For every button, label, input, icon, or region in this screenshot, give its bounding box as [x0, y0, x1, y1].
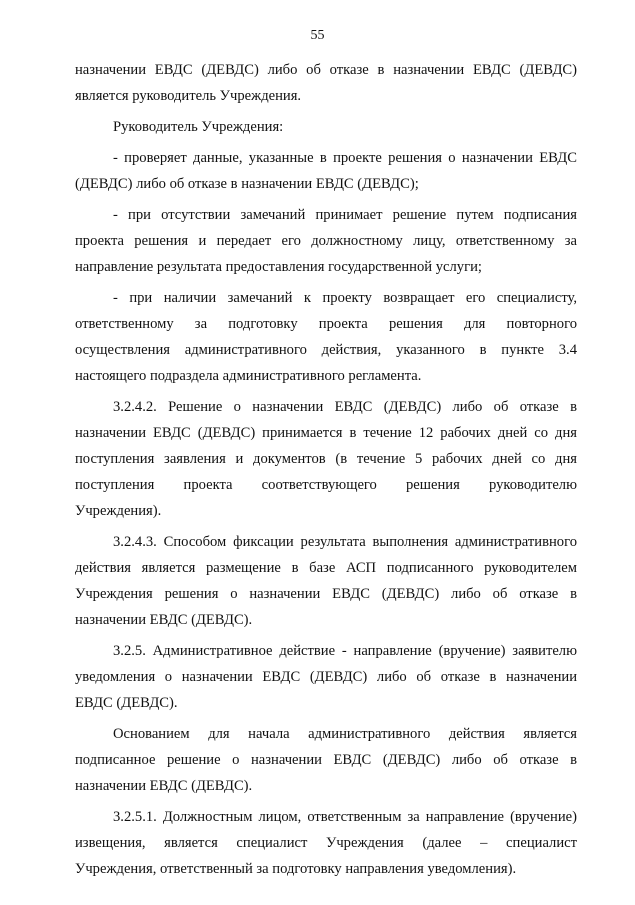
- text-line: является руководитель Учреждения.: [75, 88, 302, 104]
- text-line: 3.2.5. Административное действие - направление (вручение) заявителю: [113, 643, 577, 659]
- text-line: назначении ЕВДС (ДЕВДС) либо об отказе в назначении ЕВДС (ДЕВДС): [75, 62, 577, 78]
- paragraph: [75, 804, 577, 882]
- text-line: ответственному за подготовку проекта решения для повторного: [75, 316, 577, 332]
- paragraph: [75, 529, 577, 633]
- text-line: ЕВДС (ДЕВДС).: [75, 695, 178, 711]
- paragraph: [75, 721, 577, 799]
- paragraph: [75, 638, 577, 716]
- page-number: 55: [310, 28, 325, 43]
- document-body: [75, 57, 577, 882]
- text-line: Учреждения, ответственный за подготовку направления уведомления).: [75, 861, 517, 877]
- text-line: поступления проекта соответствующего решения руководителю: [75, 477, 577, 493]
- text-line: (ДЕВДС) либо об отказе в назначении ЕВДС (ДЕВДС);: [75, 176, 419, 192]
- text-line: проекта решения и передает его должностному лицу, ответственному за: [75, 233, 577, 249]
- text-line: Учреждения решения о назначении ЕВДС (ДЕВДС) либо об отказе в: [75, 586, 577, 602]
- text-line: - при отсутствии замечаний принимает решение путем подписания: [113, 207, 577, 223]
- text-line: - при наличии замечаний к проекту возвращает его специалисту,: [113, 290, 577, 306]
- paragraph: [75, 57, 577, 109]
- text-line: 3.2.5.1. Должностным лицом, ответственным за направление (вручение): [113, 809, 577, 825]
- text-line: Руководитель Учреждения:: [113, 119, 284, 135]
- paragraph: [75, 285, 577, 389]
- text-line: действия является размещение в базе АСП подписанного руководителем: [75, 560, 577, 576]
- text-line: 3.2.4.2. Решение о назначении ЕВДС (ДЕВДС) либо об отказе в: [113, 399, 577, 415]
- text-line: назначении ЕВДС (ДЕВДС) принимается в течение 12 рабочих дней со дня: [75, 425, 577, 441]
- paragraph: [75, 202, 577, 280]
- text-line: Основанием для начала административного действия является: [113, 726, 577, 742]
- text-line: Учреждения).: [75, 503, 162, 519]
- text-line: осуществления административного действия, указанного в пункте 3.4: [75, 342, 577, 358]
- text-line: направление результата предоставления государственной услуги;: [75, 259, 482, 275]
- text-line: назначении ЕВДС (ДЕВДС).: [75, 778, 253, 794]
- text-line: поступления заявления и документов (в течение 5 рабочих дней со дня: [75, 451, 577, 467]
- text-line: извещения, является специалист Учреждения (далее – специалист: [75, 835, 577, 851]
- text-line: настоящего подраздела административного регламента.: [75, 368, 422, 384]
- text-line: уведомления о назначении ЕВДС (ДЕВДС) либо об отказе в назначении: [75, 669, 577, 685]
- paragraph: [75, 114, 577, 140]
- text-line: назначении ЕВДС (ДЕВДС).: [75, 612, 253, 628]
- text-line: 3.2.4.3. Способом фиксации результата выполнения административного: [113, 534, 577, 550]
- paragraph: [75, 145, 577, 197]
- paragraph: [75, 394, 577, 524]
- text-line: - проверяет данные, указанные в проекте решения о назначении ЕВДС: [113, 150, 577, 166]
- text-line: подписанное решение о назначении ЕВДС (ДЕВДС) либо об отказе в: [75, 752, 577, 768]
